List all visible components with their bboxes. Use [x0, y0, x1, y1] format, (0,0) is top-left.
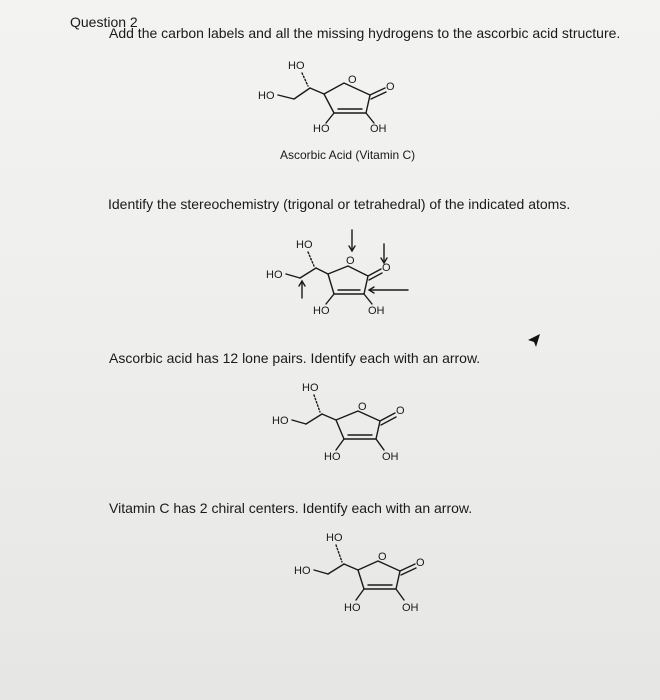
bond	[306, 414, 322, 424]
ring-oxygen-label: O	[358, 401, 367, 413]
ho-bottom-label: HO	[344, 602, 361, 614]
oh-bottom-label: OH	[402, 602, 419, 614]
bond	[366, 113, 374, 123]
bond	[292, 420, 306, 424]
oh-bottom-label: OH	[368, 305, 385, 317]
question-instruction: Add the carbon labels and all the missing hydrogens to the ascorbic acid structure.	[109, 25, 621, 41]
bond	[356, 589, 364, 600]
ho-top-label: HO	[288, 60, 305, 72]
hashed-bond	[314, 395, 320, 412]
bond	[314, 570, 328, 574]
bond	[344, 564, 358, 570]
ho-top-label: HO	[326, 532, 343, 544]
carbonyl-oxygen-label: O	[382, 262, 391, 274]
bond	[364, 294, 372, 304]
stereochemistry-prompt: Identify the stereochemistry (trigonal or tetrahedral) of the indicated atoms.	[108, 196, 571, 212]
bond	[300, 268, 316, 278]
bond	[380, 413, 395, 421]
carbonyl-oxygen-label: O	[386, 81, 395, 93]
ho-bottom-label: HO	[313, 305, 330, 317]
bond	[310, 88, 324, 94]
question-title: Question 2	[70, 14, 138, 30]
hashed-bond	[336, 545, 342, 562]
ho-side-label: HO	[258, 90, 275, 102]
bond	[286, 274, 300, 278]
bond	[278, 95, 294, 99]
ho-side-label: HO	[294, 565, 311, 577]
carbonyl-oxygen-label: O	[416, 557, 425, 569]
hashed-bond	[302, 73, 308, 86]
ho-bottom-label: HO	[313, 123, 330, 135]
ho-top-label: HO	[296, 239, 313, 251]
ring-oxygen-label: O	[346, 255, 355, 267]
lone-pairs-prompt: Ascorbic acid has 12 lone pairs. Identify each with an arrow.	[109, 350, 481, 366]
bond	[381, 417, 396, 425]
ascorbic-acid-structure-2	[240, 222, 460, 322]
bond	[396, 589, 404, 600]
bond	[326, 113, 334, 123]
ring-oxygen-label: O	[348, 74, 357, 86]
hashed-bond	[308, 252, 314, 266]
ho-side-label: HO	[272, 415, 289, 427]
oh-bottom-label: OH	[382, 451, 399, 463]
carbonyl-oxygen-label: O	[396, 405, 405, 417]
ascorbic-acid-structure-1	[240, 55, 440, 150]
bond	[326, 294, 334, 304]
ascorbic-acid-structure-4	[268, 525, 468, 620]
bond	[322, 414, 336, 420]
bond	[376, 439, 384, 450]
molecule-caption: Ascorbic Acid (Vitamin C)	[280, 148, 416, 162]
ascorbic-acid-structure-3	[250, 375, 450, 470]
bond	[328, 564, 344, 574]
bond	[336, 439, 344, 450]
ho-side-label: HO	[266, 269, 283, 281]
ho-top-label: HO	[302, 382, 319, 394]
bond	[316, 268, 328, 274]
arrow-cursor-icon	[527, 333, 541, 349]
ho-bottom-label: HO	[324, 451, 341, 463]
oh-bottom-label: OH	[370, 123, 387, 135]
chiral-centers-prompt: Vitamin C has 2 chiral centers. Identify each with an arrow.	[109, 500, 473, 516]
ring-oxygen-label: O	[378, 551, 387, 563]
bond	[294, 88, 310, 99]
